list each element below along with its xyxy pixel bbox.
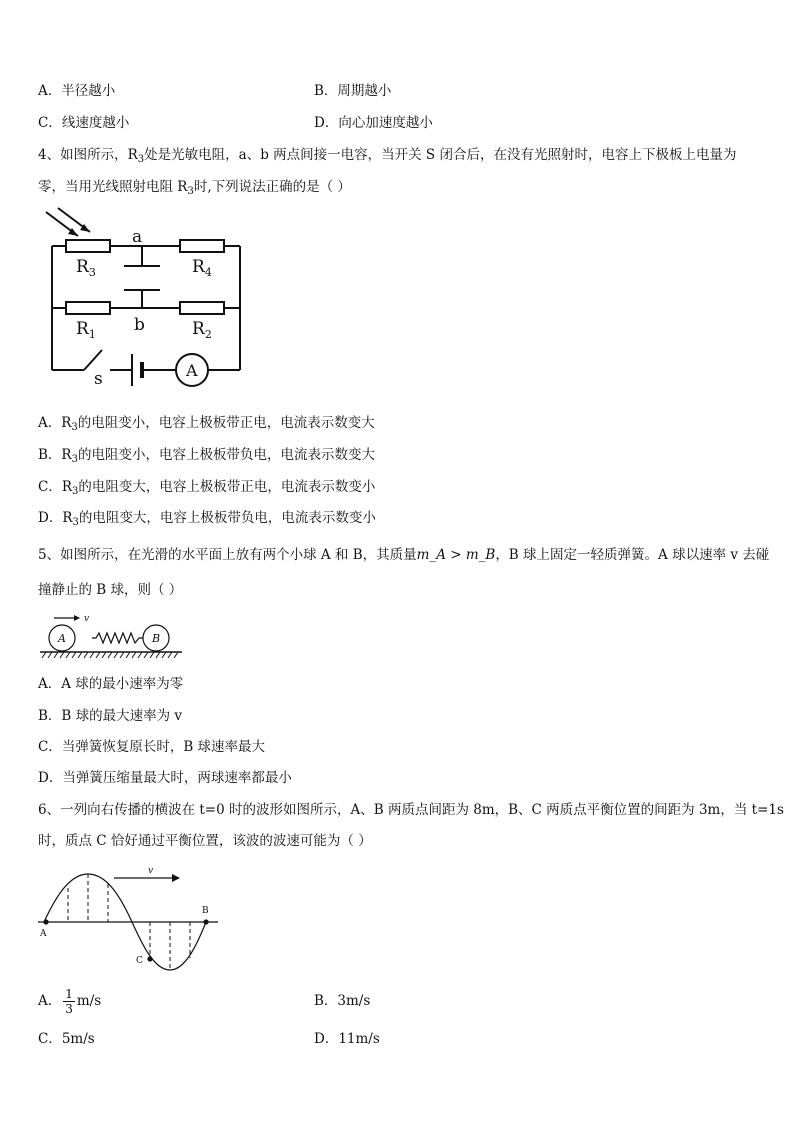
q6-option-a: A． $\frac{1}{3}$ m/s [38,987,102,1016]
q4-circuit-diagram [38,206,248,388]
resistor-r4 [180,240,224,252]
spring [92,633,143,643]
q6-stem-line1: 6、一列向右传播的横波在 t=0 时的波形如图所示，A、B 两质点间距为 8m，B、C 两质点平衡位置的间距为 3m，当 t=1s [38,802,784,818]
label-ball-b: B [152,632,161,645]
q5-option-a: A．A 球的最小速率为零 [38,676,184,692]
label-s: s [94,369,103,388]
q5-option-b: B．B 球的最大速率为 v [38,708,183,724]
label-r4: $R_4$ [192,257,212,279]
label-ball-a: A [58,632,66,645]
fraction-one-third: $\frac{1}{3}$ [65,987,73,1016]
q4-stem-line1: 4、如图所示，$R_3$处是光敏电阻，a、b 两点间接一电容，当开关 S 闭合后，在没有光照射时，电容上下极板上电量为 [38,147,737,165]
q4-option-b: B．$R_3$的电阻变小，电容上极板带负电，电流表示数变大 [38,447,375,465]
q6-wave-diagram [36,862,221,974]
q5-option-c: C．当弹簧恢复原长时，B 球速率最大 [38,739,266,755]
q4-option-d: D．$R_3$的电阻变大，电容上极板带负电，电流表示数变小 [38,510,376,528]
point-a [43,919,48,924]
q4-stem-line2: 零，当用光线照射电阻 $R_3$时,下列说法正确的是（ ） [38,179,351,197]
label-point-c: C [136,956,143,966]
switch-s [84,350,102,370]
prev-option-a: A．半径越小 [38,83,116,99]
q6-option-d: D．11m/s [314,1031,380,1047]
label-a: a [132,227,143,247]
resistor-r3 [66,240,110,252]
point-c [147,956,152,961]
q6-stem-line2: 时，质点 C 恰好通过平衡位置，该波的波速可能为（ ） [38,833,372,849]
q5-mass-inequality: m_A > m_B [416,547,496,563]
q5-stem-line1: 5、如图所示，在光滑的水平面上放有两个小球 A 和 B，其质量m_A > m_B，B 球上固定一轻质弹簧。A 球以速率 v 去碰 [38,547,770,563]
label-velocity: v [84,614,90,624]
q6-option-b: B．3m/s [314,993,371,1009]
q4-option-a: A．$R_3$的电阻变小，电容上极板带正电，电流表示数变大 [38,415,375,433]
resistor-r1 [66,302,110,314]
label-point-b: B [202,906,209,916]
label-r3: $R_3$ [76,257,96,279]
label-ammeter: A [186,361,198,380]
label-r2: $R_2$ [192,319,212,341]
q5-stem-line2: 撞静止的 B 球，则（ ） [38,582,183,598]
q5-balls-spring-diagram [38,612,184,662]
label-b: b [134,315,145,335]
label-r1: $R_1$ [76,319,96,341]
q4-option-c: C．$R_3$的电阻变大，电容上极板带正电，电流表示数变小 [38,479,376,497]
q5-option-d: D．当弹簧压缩量最大时，两球速率都最小 [38,770,292,786]
point-b [203,919,208,924]
label-velocity: v [148,866,154,876]
prev-option-c: C．线速度越小 [38,115,130,131]
resistor-r2 [180,302,224,314]
prev-option-d: D．向心加速度越小 [314,115,433,131]
label-point-a: A [40,929,47,939]
prev-option-b: B．周期越小 [314,83,392,99]
q6-option-c: C．5m/s [38,1031,95,1047]
